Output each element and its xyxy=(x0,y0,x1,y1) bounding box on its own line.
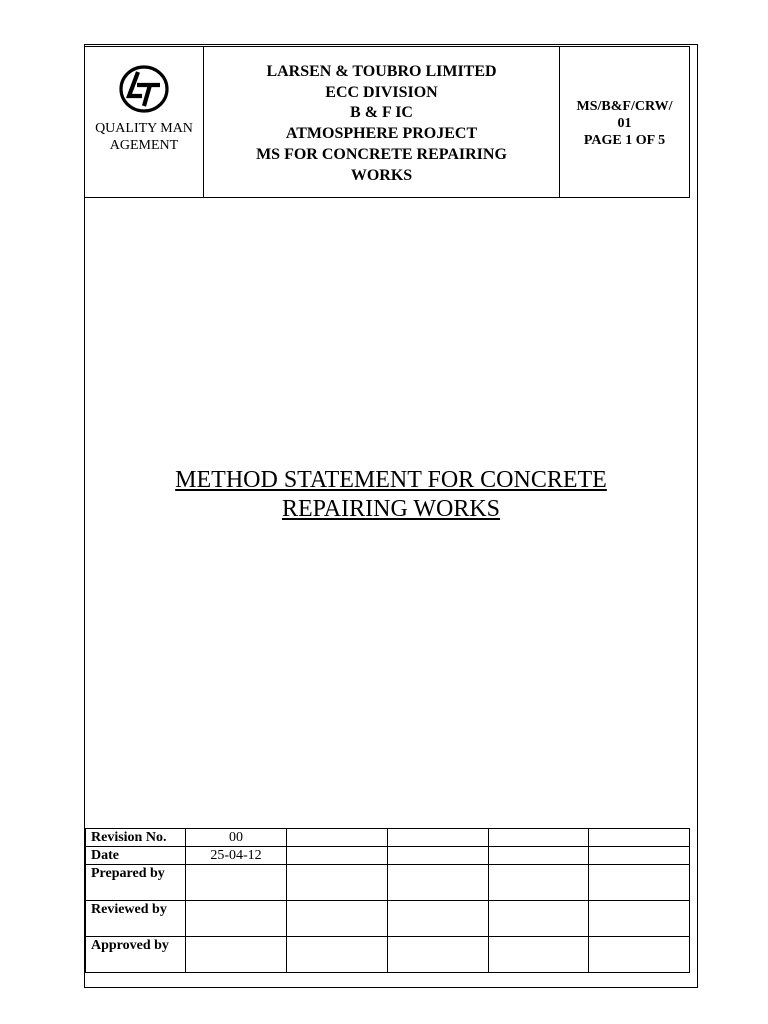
header-title-cell xyxy=(204,47,560,197)
prepared-by-label: Prepared by xyxy=(86,865,186,901)
table-cell: 00 xyxy=(186,829,287,847)
table-cell xyxy=(287,865,388,901)
table-row xyxy=(86,865,690,901)
reviewed-by-label: Reviewed by xyxy=(86,901,186,937)
table-cell xyxy=(287,829,388,847)
table-cell xyxy=(489,847,589,865)
main-title xyxy=(84,466,698,524)
main-title-line2: REPAIRING WORKS xyxy=(281,496,501,522)
table-cell xyxy=(589,847,690,865)
document-header xyxy=(84,46,690,198)
document-subject-line1: MS FOR CONCRETE REPAIRING xyxy=(256,145,507,163)
project-name: ATMOSPHERE PROJECT xyxy=(285,125,478,143)
unit-name: B & F IC xyxy=(350,104,413,122)
table-row xyxy=(86,901,690,937)
table-cell xyxy=(388,901,489,937)
table-cell xyxy=(589,901,690,937)
table-cell xyxy=(589,865,690,901)
page-info: PAGE 1 OF 5 xyxy=(583,133,666,148)
doc-number-line1: MS/B&F/CRW/ xyxy=(576,99,673,114)
table-cell xyxy=(186,901,287,937)
table-cell xyxy=(589,937,690,973)
table-row xyxy=(86,829,690,847)
table-cell xyxy=(388,865,489,901)
division-name: ECC DIVISION xyxy=(325,83,438,101)
document-subject-line2: WORKS xyxy=(350,166,413,184)
table-cell xyxy=(287,901,388,937)
revision-no-label: Revision No. xyxy=(86,829,186,847)
table-row xyxy=(86,847,690,865)
table-cell xyxy=(489,901,589,937)
company-name: LARSEN & TOUBRO LIMITED xyxy=(266,63,497,80)
table-cell xyxy=(186,937,287,973)
header-logo-cell xyxy=(85,47,204,197)
table-cell xyxy=(287,847,388,865)
table-cell xyxy=(489,865,589,901)
lt-logo-icon xyxy=(118,63,170,115)
revision-table xyxy=(85,828,690,973)
approved-by-label: Approved by xyxy=(86,937,186,973)
header-docinfo-cell xyxy=(560,47,689,197)
table-row xyxy=(86,937,690,973)
table-cell xyxy=(287,937,388,973)
table-cell xyxy=(186,865,287,901)
table-cell xyxy=(489,829,589,847)
table-cell xyxy=(388,847,489,865)
date-label: Date xyxy=(86,847,186,865)
quality-management-label: QUALITY MANAGEMENT xyxy=(95,121,193,153)
table-cell xyxy=(388,829,489,847)
doc-number-line2: 01 xyxy=(617,116,632,131)
table-cell xyxy=(589,829,690,847)
main-title-line1: METHOD STATEMENT FOR CONCRETE xyxy=(175,467,607,493)
table-cell xyxy=(388,937,489,973)
table-cell: 25-04-12 xyxy=(186,847,287,865)
table-cell xyxy=(489,937,589,973)
